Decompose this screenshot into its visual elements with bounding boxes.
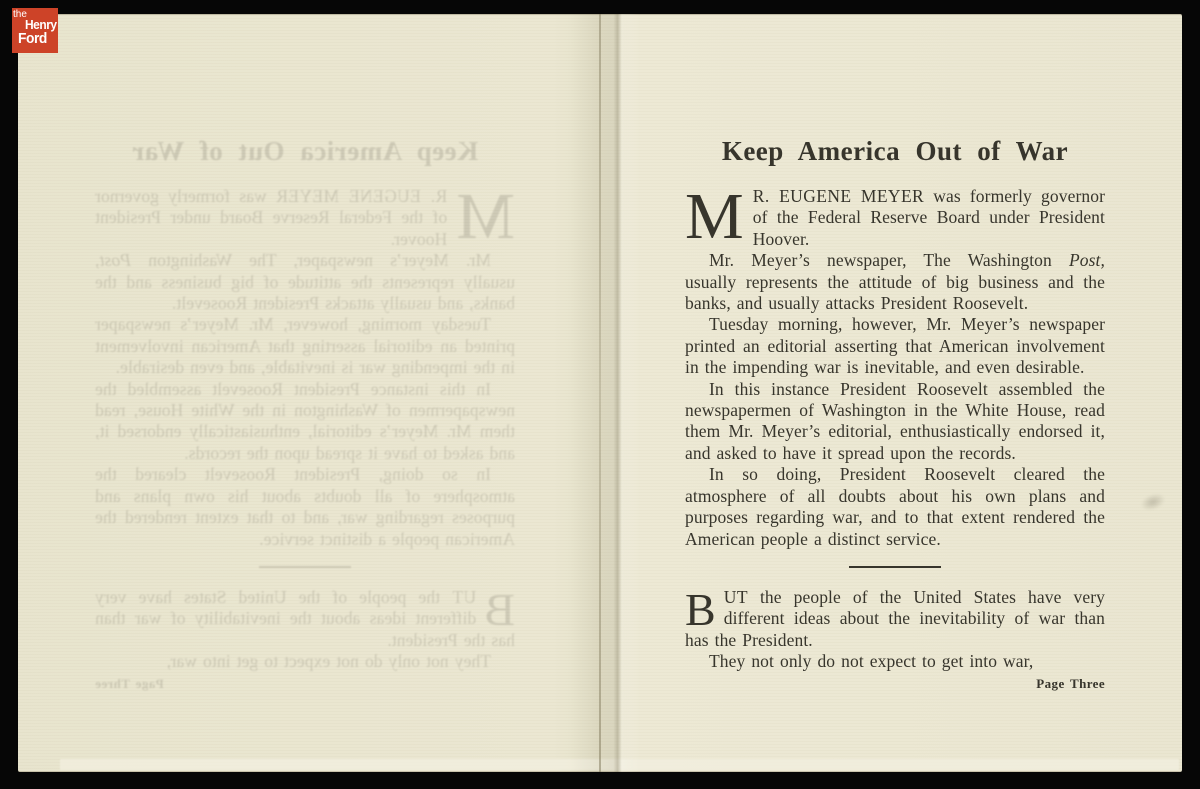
paragraph-7: They not only do not expect to get into war,	[709, 651, 1034, 672]
paragraph-1-lead: R. EUGENE MEYER	[752, 186, 925, 206]
ghost-paragraph-4: In this instance President Roosevelt assembled the newspapermen of Washington in the White House, read them Mr. Meyer’s editorial, enthusiastically endorsed it, and asked to have it spread upon the records.	[95, 378, 515, 463]
dropcap-b: B	[685, 583, 716, 635]
booklet-paper	[18, 14, 1182, 772]
paragraph-1-text: was formerly governor of the Federal Reserve Board under President Hoover.	[752, 186, 1106, 249]
left-page-ghost	[18, 14, 600, 772]
paragraph-3: Tuesday morning, however, Mr. Meyer’s newspaper printed an editorial asserting that American involvement in the impending war is inevitable, and even desirable.	[685, 314, 1105, 378]
logo-text-henry: Henry	[25, 17, 57, 32]
ghost-paragraph-2	[95, 250, 515, 314]
ghost-paragraph-5: In so doing, President Roosevelt cleared the atmosphere of all doubts about his own plans and purposes regarding war, and to that extent rendered the American people a distinct service.	[95, 464, 515, 549]
ghost-page-title: Keep America Out of War	[131, 136, 479, 166]
right-page	[600, 14, 1182, 772]
paragraph-2-italic: Post,	[1069, 250, 1105, 271]
ghost-paragraph-1-lead: R. EUGENE MEYER	[275, 186, 448, 206]
dropcap-m: M	[685, 180, 744, 253]
ghost-paragraph-1	[94, 180, 515, 253]
section-divider	[849, 566, 941, 568]
ghost-paragraph-6	[95, 583, 515, 651]
henry-ford-logo	[12, 8, 58, 53]
ghost-paragraph-1-text: was formerly governor of the Federal Reserve Board under President Hoover.	[94, 186, 448, 249]
ghost-paragraph-2-text-a: Mr. Meyer’s newspaper, The Washington	[131, 250, 491, 271]
ghost-article	[18, 14, 600, 772]
paragraph-2	[685, 250, 1105, 314]
logo-text-the: the	[13, 9, 27, 20]
ghost-paragraph-2-text-b: usually represents the attitude of big business and the banks, and usually attacks President Roosevelt.	[95, 271, 515, 314]
ghost-paragraph-7: They not only do not expect to get into war,	[166, 651, 491, 672]
ghost-section-divider	[259, 566, 351, 568]
right-page-article	[600, 14, 1182, 772]
paragraph-6-text: the people of the United States have very different ideas about the inevitability of war than has the President.	[685, 586, 1105, 650]
paragraph-2-text-b: usually represents the attitude of big business and the banks, and usually attacks President Roosevelt.	[685, 271, 1105, 314]
ghost-page-number-label: Page Three	[95, 675, 164, 691]
paragraph-6	[685, 583, 1105, 651]
ghost-paragraph-6-lead: UT	[452, 586, 477, 607]
paragraph-1	[685, 180, 1106, 253]
logo-text-ford: Ford	[18, 30, 47, 47]
page-title: Keep America Out of War	[721, 136, 1069, 166]
under-page-edge	[60, 759, 1179, 770]
ghost-paragraph-2-italic: Post,	[95, 250, 131, 271]
ghost-dropcap-b: B	[484, 583, 515, 635]
ghost-paragraph-3: Tuesday morning, however, Mr. Meyer’s newspaper printed an editorial asserting that American involvement in the impending war is inevitable, and even desirable.	[95, 314, 515, 378]
paragraph-4: In this instance President Roosevelt assembled the newspapermen of Washington in the White House, read them Mr. Meyer’s editorial, enthusiastically endorsed it, and asked to have it spread upon the records.	[685, 378, 1105, 463]
ghost-dropcap-m: M	[456, 180, 515, 253]
page-number-label: Page Three	[1036, 675, 1105, 691]
paragraph-6-lead: UT	[723, 586, 748, 607]
paragraph-5: In so doing, President Roosevelt cleared the atmosphere of all doubts about his own plans and purposes regarding war, and to that extent rendered the American people a distinct service.	[685, 464, 1105, 549]
paragraph-2-text-a: Mr. Meyer’s newspaper, The Washington	[709, 250, 1069, 271]
ghost-paragraph-6-text: the people of the United States have very different ideas about the inevitability of war than has the President.	[95, 586, 515, 650]
